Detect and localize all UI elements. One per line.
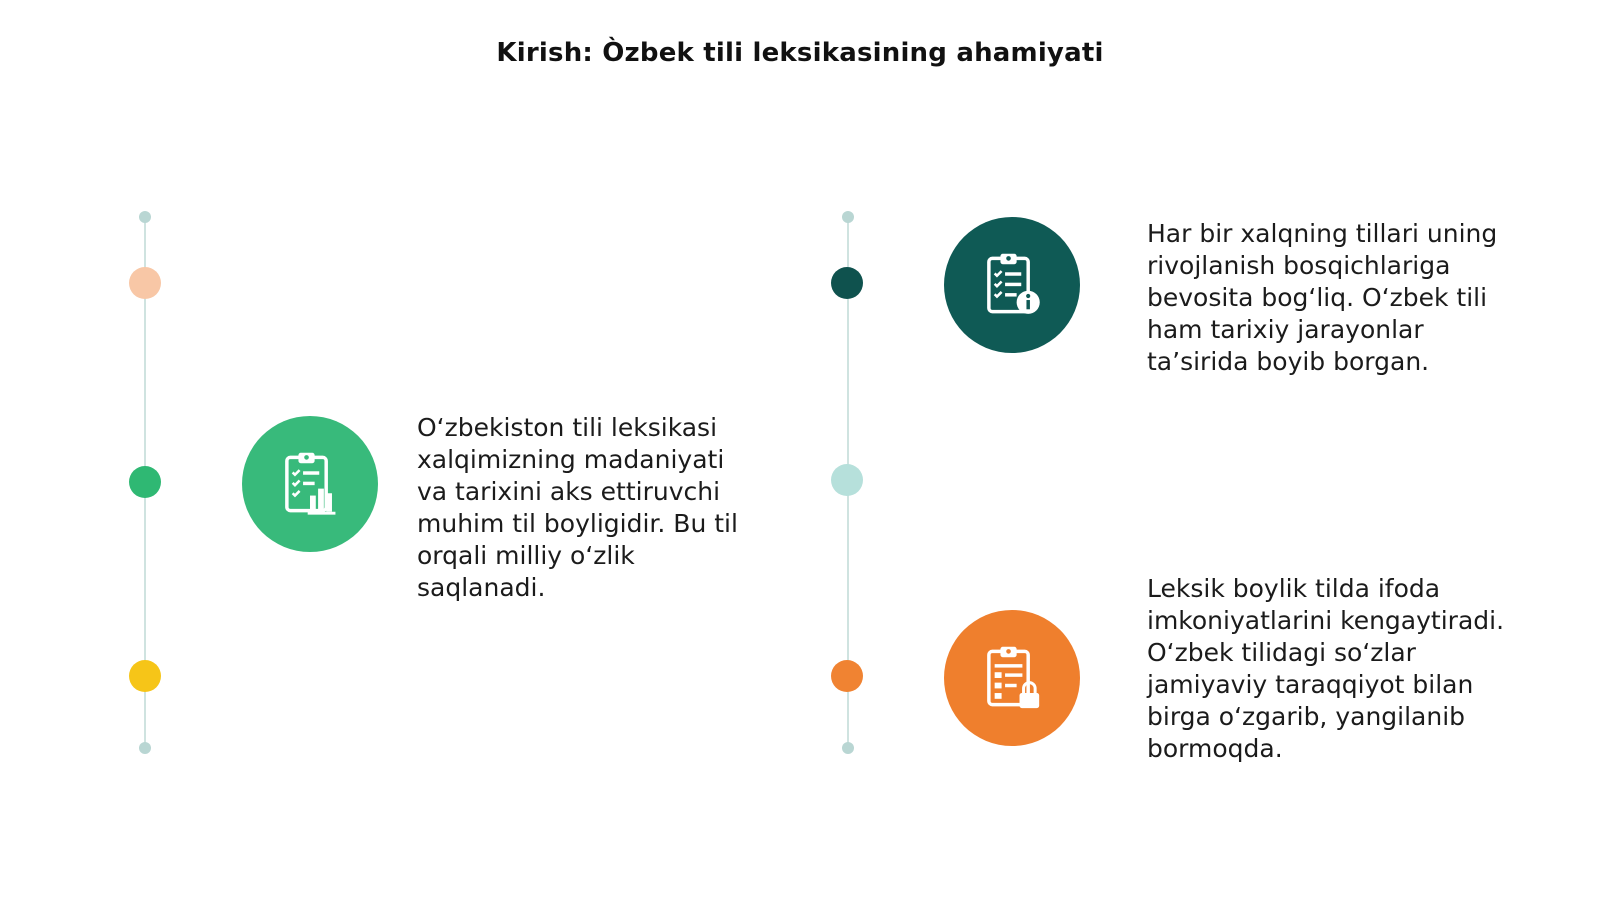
item-text-3: Leksik boylik tilda ifoda imkoniyatlarini kengaytiradi. O‘zbek tilidagi so‘zlar jamiyaviy taraqqiyot bilan birga o‘zgarib, yangilanib bormoqda.	[1147, 574, 1505, 763]
timeline-cap-top	[842, 211, 854, 223]
item-text-1: O‘zbekiston tili leksikasi xalqimizning madaniyati va tarixini aks ettiruvchi muhim til boyligidir. Bu til orqali milliy o‘zlik saqlanadi.	[417, 413, 738, 602]
timeline-dot-peach	[129, 267, 161, 299]
page-title: Kirish: Òzbek tili leksikasining ahamiyati	[496, 38, 1104, 68]
clipboard-chart-icon	[242, 416, 378, 552]
timeline-dot-green	[129, 466, 161, 498]
timeline-dot-yellow	[129, 660, 161, 692]
clipboard-lock-icon	[944, 610, 1080, 746]
timeline-dot-dark-teal	[831, 267, 863, 299]
timeline-cap-bottom	[139, 742, 151, 754]
item-text-2: Har bir xalqning tillari uning rivojlanish bosqichlariga bevosita bog‘liq. O‘zbek tili ham tarixiy jarayonlar ta’sirida boyib borgan.	[1147, 219, 1498, 376]
clipboard-info-icon	[944, 217, 1080, 353]
timeline-cap-bottom	[842, 742, 854, 754]
timeline-cap-top	[139, 211, 151, 223]
timeline-dot-orange	[831, 660, 863, 692]
timeline-dot-light-teal	[831, 464, 863, 496]
